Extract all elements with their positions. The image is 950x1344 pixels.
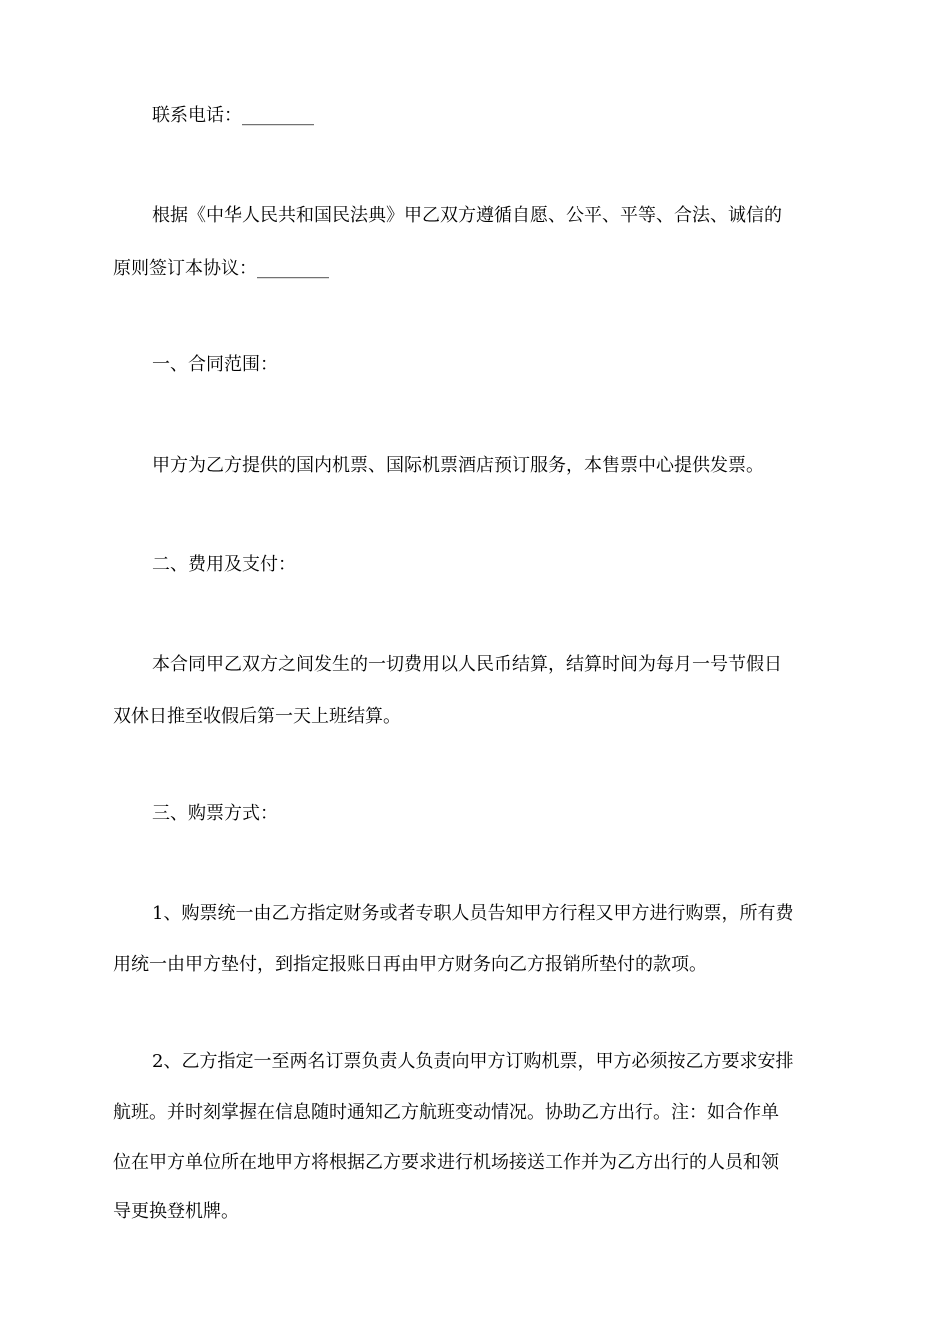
clause-1-line-1: 1、购票统一由乙方指定财务或者专职人员告知甲方行程又甲方进行购票，所有费 bbox=[152, 903, 794, 924]
section-1-text-line-1: 甲方为乙方提供的国内机票、国际机票酒店预订服务，本售票中心提供发票。 bbox=[152, 455, 764, 476]
section-2-heading: 二、费用及支付： bbox=[152, 554, 296, 575]
clause-2-line-1: 2、乙方指定一至两名订票负责人负责向甲方订购机票，甲方必须按乙方要求安排 bbox=[152, 1051, 794, 1072]
preamble-line-1: 根据《中华人民共和国民法典》甲乙双方遵循自愿、公平、平等、合法、诚信的 bbox=[152, 205, 782, 226]
section-2-text-line-2: 双休日推至收假后第一天上班结算。 bbox=[113, 706, 401, 727]
section-1-heading: 一、合同范围： bbox=[152, 354, 278, 375]
preamble-line-2: 原则签订本协议：________ bbox=[113, 258, 329, 279]
clause-1-line-2: 用统一由甲方垫付，到指定报账日再由甲方财务向乙方报销所垫付的款项。 bbox=[113, 954, 707, 975]
clause-2-line-2: 航班。并时刻掌握在信息随时通知乙方航班变动情况。协助乙方出行。注：如合作单 bbox=[113, 1102, 779, 1123]
section-3-heading: 三、购票方式： bbox=[152, 803, 278, 824]
clause-2-line-4: 导更换登机牌。 bbox=[113, 1201, 239, 1222]
section-2-text-line-1: 本合同甲乙双方之间发生的一切费用以人民币结算，结算时间为每月一号节假日 bbox=[152, 654, 782, 675]
contact-phone-line: 联系电话：________ bbox=[152, 105, 314, 126]
clause-2-line-3: 位在甲方单位所在地甲方将根据乙方要求进行机场接送工作并为乙方出行的人员和领 bbox=[113, 1152, 779, 1173]
